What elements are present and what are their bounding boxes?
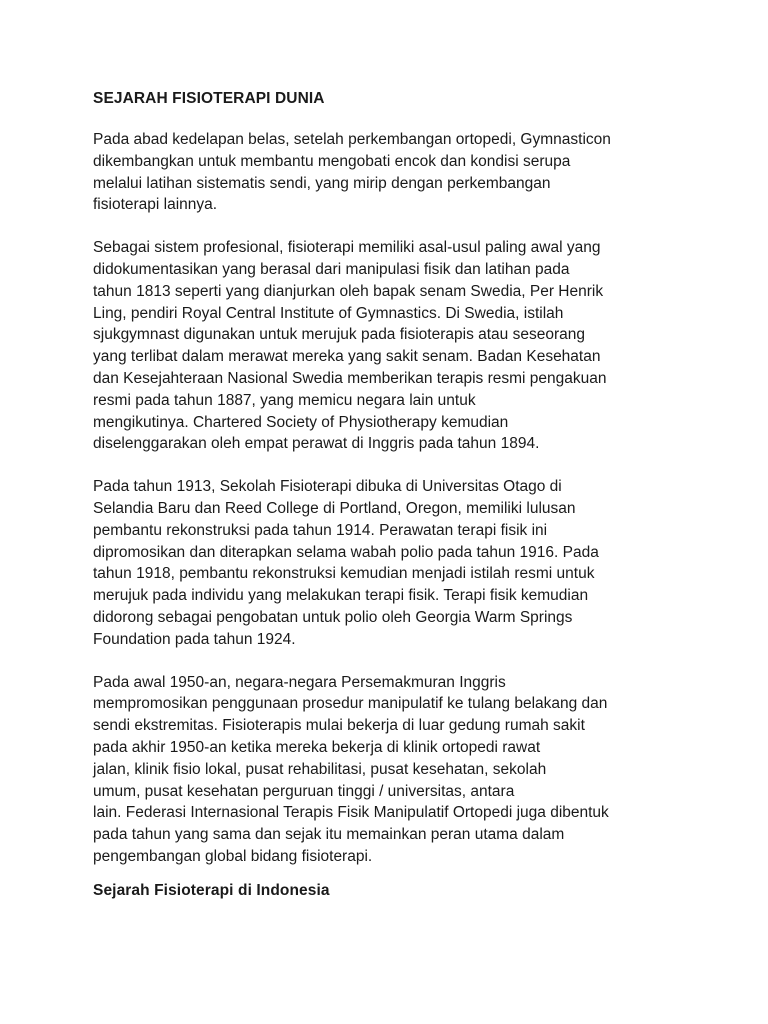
paragraph-3 bbox=[93, 476, 693, 650]
text-line: Pada tahun 1913, Sekolah Fisioterapi dibuka di Universitas Otago di bbox=[93, 478, 562, 496]
text-line: sjukgymnast digunakan untuk merujuk pada fisioterapis atau seseorang bbox=[93, 326, 585, 344]
text-line: jalan, klinik fisio lokal, pusat rehabilitasi, pusat kesehatan, sekolah bbox=[93, 760, 547, 778]
text-line: tahun 1813 seperti yang dianjurkan oleh bapak senam Swedia, Per Henrik bbox=[93, 282, 604, 300]
text-line: pembantu rekonstruksi pada tahun 1914. Perawatan terapi fisik ini bbox=[93, 521, 548, 539]
text-line: pada tahun yang sama dan sejak itu memainkan peran utama dalam bbox=[93, 826, 565, 844]
text-line: Sebagai sistem profesional, fisioterapi memiliki asal-usul paling awal yang bbox=[93, 239, 601, 257]
text-line: merujuk pada individu yang melakukan terapi fisik. Terapi fisik kemudian bbox=[93, 587, 589, 605]
text-line: dipromosikan dan diterapkan selama wabah polio pada tahun 1916. Pada bbox=[93, 543, 599, 561]
text-line: dan Kesejahteraan Nasional Swedia memberikan terapis resmi pengakuan bbox=[93, 369, 607, 387]
text-line: yang terlibat dalam merawat mereka yang sakit senam. Badan Kesehatan bbox=[93, 348, 601, 366]
text-line: mengikutinya. Chartered Society of Physiotherapy kemudian bbox=[93, 413, 509, 431]
text-line: lain. Federasi Internasional Terapis Fisik Manipulatif Ortopedi juga dibentuk bbox=[93, 804, 609, 822]
text-line: Pada awal 1950-an, negara-negara Persemakmuran Inggris bbox=[93, 673, 506, 691]
text-line: Foundation pada tahun 1924. bbox=[93, 630, 296, 648]
text-line: mempromosikan penggunaan prosedur manipulatif ke tulang belakang dan bbox=[93, 695, 608, 713]
text-line: dikembangkan untuk membantu mengobati encok dan kondisi serupa bbox=[93, 152, 571, 170]
paragraph-4 bbox=[93, 672, 693, 868]
text-line: tahun 1918, pembantu rekonstruksi kemudian menjadi istilah resmi untuk bbox=[93, 565, 595, 583]
text-line: Selandia Baru dan Reed College di Portland, Oregon, memiliki lulusan bbox=[93, 499, 576, 517]
text-line: didorong sebagai pengobatan untuk polio oleh Georgia Warm Springs bbox=[93, 608, 573, 626]
text-line: Ling, pendiri Royal Central Institute of Gymnastics. Di Swedia, istilah bbox=[93, 304, 564, 322]
text-line: diselenggarakan oleh empat perawat di Inggris pada tahun 1894. bbox=[93, 435, 540, 453]
document-page bbox=[93, 88, 693, 902]
paragraph-2 bbox=[93, 237, 693, 455]
text-line: pengembangan global bidang fisioterapi. bbox=[93, 847, 373, 865]
text-line: fisioterapi lainnya. bbox=[93, 196, 218, 214]
paragraph-1 bbox=[93, 129, 693, 216]
text-line: melalui latihan sistematis sendi, yang mirip dengan perkembangan bbox=[93, 174, 551, 192]
text-line: didokumentasikan yang berasal dari manipulasi fisik dan latihan pada bbox=[93, 260, 570, 278]
text-line: Pada abad kedelapan belas, setelah perkembangan ortopedi, Gymnasticon bbox=[93, 131, 611, 148]
document-title: SEJARAH FISIOTERAPI DUNIA bbox=[93, 90, 325, 107]
text-line: sendi ekstremitas. Fisioterapis mulai bekerja di luar gedung rumah sakit bbox=[93, 717, 585, 735]
section-subtitle: Sejarah Fisioterapi di Indonesia bbox=[93, 881, 330, 899]
text-line: pada akhir 1950-an ketika mereka bekerja di klinik ortopedi rawat bbox=[93, 738, 541, 756]
text-line: resmi pada tahun 1887, yang memicu negara lain untuk bbox=[93, 391, 476, 409]
text-line: umum, pusat kesehatan perguruan tinggi / universitas, antara bbox=[93, 782, 515, 800]
